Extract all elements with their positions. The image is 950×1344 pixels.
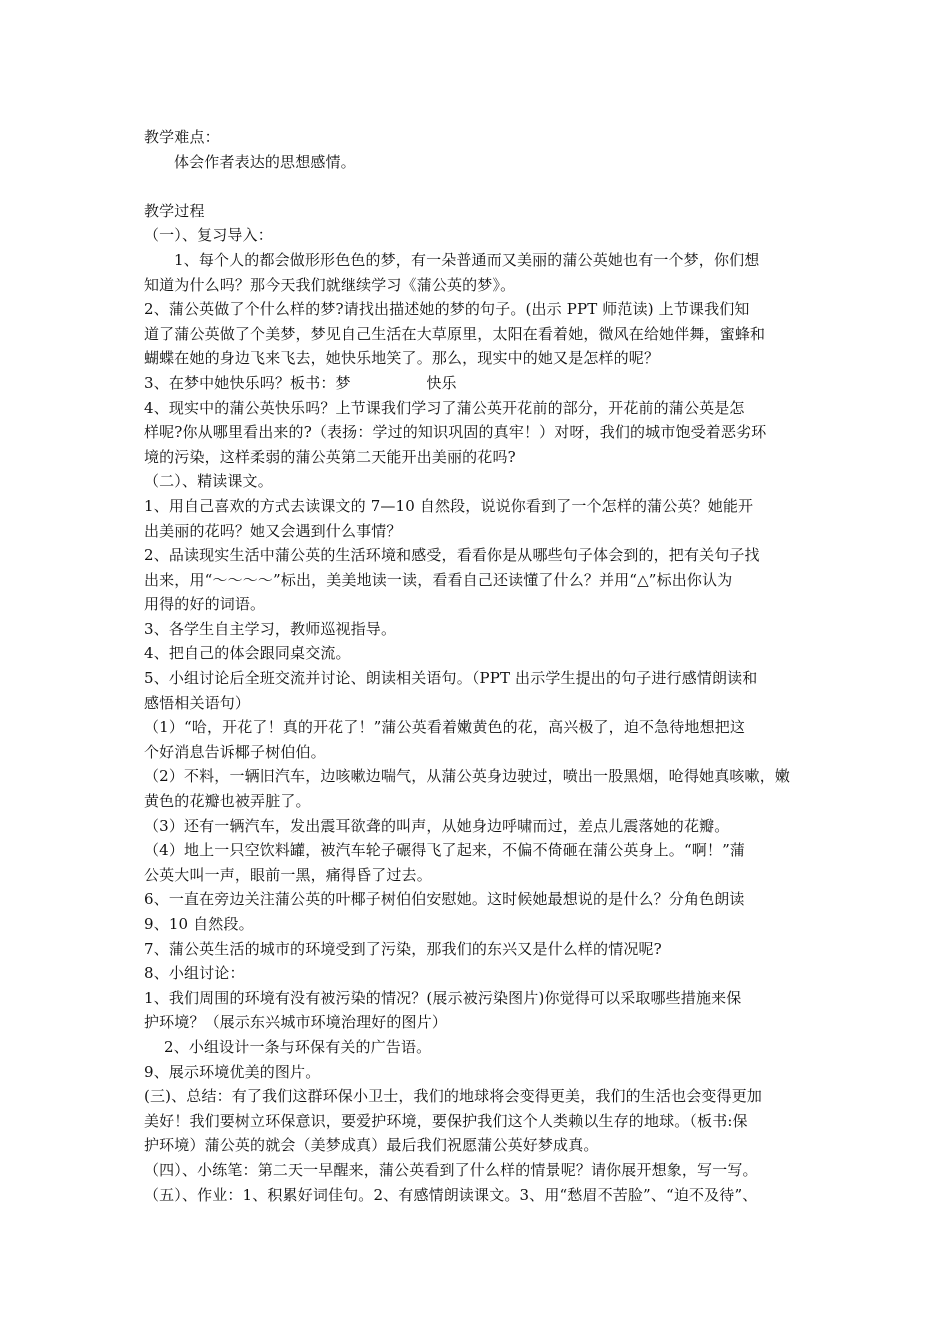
text-line: 8、小组讨论： xyxy=(144,964,245,983)
text-line: 出来，用“～～～～”标出，美美地读一读，看看自己还读懂了什么？并用“△”标出你认为 xyxy=(144,570,733,589)
text-line: 蝴蝶在她的身边飞来飞去，她快乐地笑了。那么，现实中的她又是怎样的呢？ xyxy=(144,349,660,368)
text-line: 个好消息告诉椰子树伯伯。 xyxy=(144,742,326,761)
text-line: （五）、作业：1、积累好词佳句。2、有感情朗读课文。3、用“愁眉不苦脸”、“迫不及待”、 xyxy=(144,1185,758,1204)
text-line: 教学过程 xyxy=(144,201,205,220)
text-line: 黄色的花瓣也被弄脏了。 xyxy=(144,792,311,811)
text-line: 出美丽的花吗？她又会遇到什么事情？ xyxy=(144,521,402,540)
text-line: 体会作者表达的思想感情。 xyxy=(174,152,356,171)
text-line: （四）、小练笔：第二天一早醒来，蒲公英看到了什么样的情景呢？请你展开想象，写一写。 xyxy=(144,1160,758,1179)
text-line: 3、各学生自主学习，教师巡视指导。 xyxy=(144,619,397,638)
text-line: 2、蒲公英做了个什么样的梦?请找出描述她的梦的句子。(出示 PPT 师范读) 上节课我们知 xyxy=(144,300,750,319)
text-line: 4、把自己的体会跟同桌交流。 xyxy=(144,644,351,663)
text-line: （4）地上一只空饮料罐，被汽车轮子碾得飞了起来，不偏不倚砸在蒲公英身上。“啊！”蒲 xyxy=(144,841,746,860)
text-line: 1、每个人的都会做形形色色的梦，有一朵普通而又美丽的蒲公英她也有一个梦，你们想 xyxy=(174,250,760,269)
text-line: 9、10 自然段。 xyxy=(144,915,254,933)
text-line: 道了蒲公英做了个美梦，梦见自己生活在大草原里，太阳在看着她，微风在给她伴舞，蜜蜂和 xyxy=(144,324,766,343)
text-line: 1、用自己喜欢的方式去读课文的 7—10 自然段，说说你看到了一个怎样的蒲公英？她能开 xyxy=(144,496,754,515)
text-line: 7、蒲公英生活的城市的环境受到了污染，那我们的东兴又是什么样的情况呢? xyxy=(144,939,662,958)
text-line: 6、一直在旁边关注蒲公英的叶椰子树伯伯安慰她。这时候她最想说的是什么？分角色朗读 xyxy=(144,890,745,909)
text-line: （2）不料，一辆旧汽车，边咳嗽边喘气，从蒲公英身边驶过，喷出一股黑烟，呛得她真咳嗽，嫩 xyxy=(144,767,790,786)
text-line: 护环境）蒲公英的就会（美梦成真）最后我们祝愿蒲公英好梦成真。 xyxy=(144,1136,599,1155)
text-line: （一）、复习导入： xyxy=(144,226,273,245)
text-line: （二）、精读课文。 xyxy=(144,472,273,491)
text-line: 2、小组设计一条与环保有关的广告语。 xyxy=(164,1037,432,1056)
text-line: 护环境？（展示东兴城市环境治理好的图片） xyxy=(144,1013,448,1032)
text-line: 知道为什么吗？那今天我们就继续学习《蒲公英的梦》。 xyxy=(144,275,516,294)
text-line: 用得的好的词语。 xyxy=(144,595,266,614)
text-line: 样呢?你从哪里看出来的?（表扬：学过的知识巩固的真牢！）对呀，我们的城市饱受着恶劣环 xyxy=(144,423,767,442)
text-line: 境的污染，这样柔弱的蒲公英第二天能开出美丽的花吗? xyxy=(144,447,516,466)
text-line: 教学难点： xyxy=(144,128,220,146)
text-line: （3）还有一辆汽车，发出震耳欲聋的叫声，从她身边呼啸而过，差点儿震落她的花瓣。 xyxy=(144,816,730,835)
text-line: 感悟相关语句） xyxy=(144,693,251,712)
text-line: （1）“哈，开花了！真的开花了！”蒲公英看着嫩黄色的花，高兴极了，迫不急待地想把这 xyxy=(144,718,746,737)
blank-line xyxy=(144,174,810,199)
text-line: 美好！我们要树立环保意识，要爱护环境，要保护我们这个人类赖以生存的地球。（板书:保 xyxy=(144,1111,748,1130)
document-body xyxy=(144,125,810,1207)
text-line: 2、品读现实生活中蒲公英的生活环境和感受，看看你是从哪些句子体会到的，把有关句子找 xyxy=(144,546,760,565)
text-line: 4、现实中的蒲公英快乐吗？上节课我们学习了蒲公英开花前的部分，开花前的蒲公英是怎 xyxy=(144,398,745,417)
text-line: 9、展示环境优美的图片。 xyxy=(144,1062,321,1081)
text-line: 1、我们周围的环境有没有被污染的情况？(展示被污染图片)你觉得可以采取哪些措施来保 xyxy=(144,988,742,1007)
text-line: (三)、总结：有了我们这群环保小卫士，我们的地球将会变得更美，我们的生活也会变得更加 xyxy=(144,1087,763,1106)
text-line: 5、小组讨论后全班交流并讨论、朗读相关语句。（PPT 出示学生提出的句子进行感情朗读和 xyxy=(144,669,758,688)
text-line: 公英大叫一声，眼前一黑，痛得昏了过去。 xyxy=(144,865,432,884)
text-line: 3、在梦中她快乐吗？板书：梦 快乐 xyxy=(144,373,457,392)
